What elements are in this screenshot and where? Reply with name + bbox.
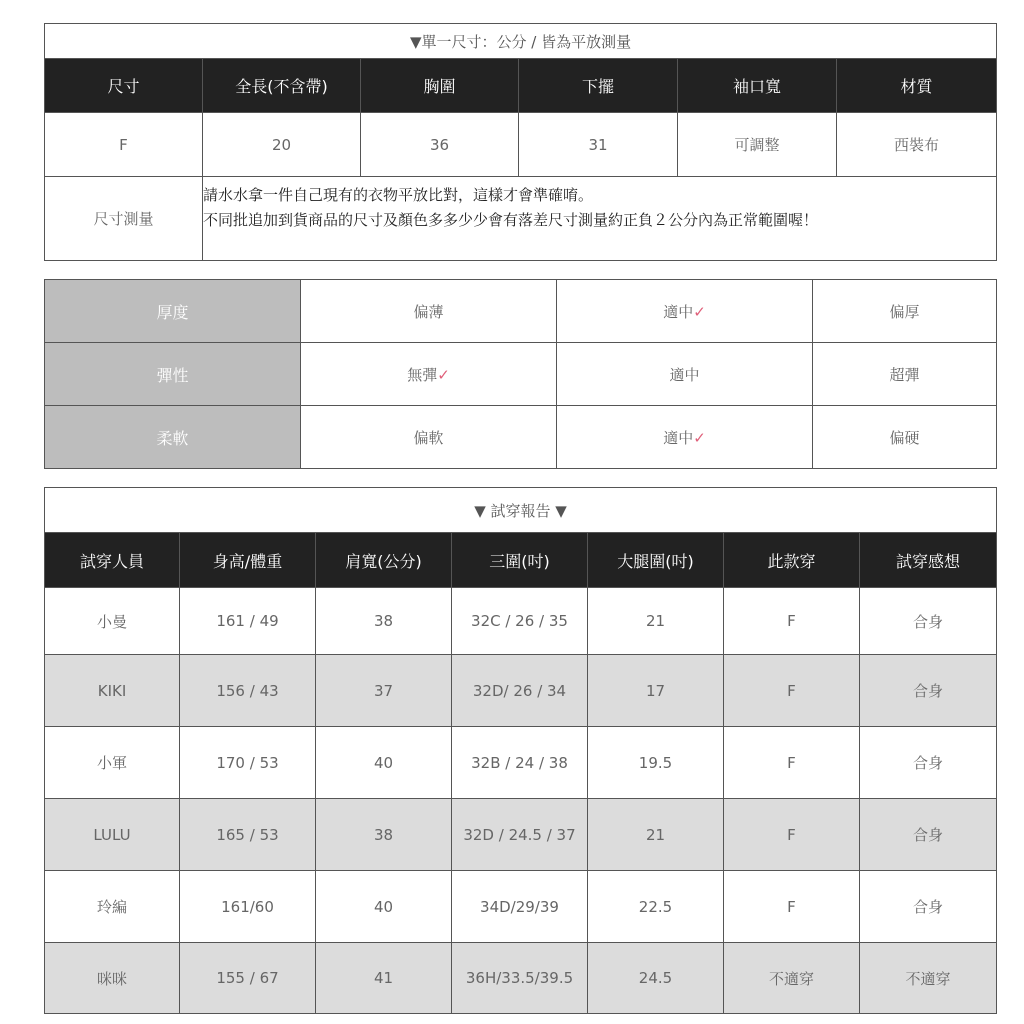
bust-value: 36 [361, 113, 519, 177]
cell: F [724, 799, 860, 871]
cell: 32C / 26 / 35 [452, 588, 588, 655]
measurement-note [203, 177, 997, 261]
cell: 小曼 [45, 588, 180, 655]
feel-option: 偏軟 [301, 406, 557, 469]
cell: 24.5 [588, 943, 724, 1014]
cell: 37 [316, 655, 452, 727]
cell: 合身 [860, 799, 997, 871]
cell: 咪咪 [45, 943, 180, 1014]
table-row [45, 943, 997, 1014]
table-row [45, 799, 997, 871]
note-line-2: 不同批追加到貨商品的尺寸及顏色多多少少會有落差尺寸測量約正負２公分內為正常範圍喔！ [203, 211, 819, 229]
feel-option-checked: 適中✓ [557, 406, 813, 469]
feel-option: 適中 [557, 343, 813, 406]
feel-label: 彈性 [45, 343, 301, 406]
cell: 21 [588, 799, 724, 871]
cell: 41 [316, 943, 452, 1014]
feel-label: 厚度 [45, 280, 301, 343]
cell: 170 / 53 [180, 727, 316, 799]
size-table-caption: ▼單一尺寸：公分 / 皆為平放測量 [45, 24, 997, 59]
table-row [45, 655, 997, 727]
header-measurements: 三圍(吋) [452, 533, 588, 588]
table-row [45, 588, 997, 655]
cell: 21 [588, 588, 724, 655]
cell: 161 / 49 [180, 588, 316, 655]
checkmark-icon: ✓ [693, 302, 706, 321]
size-value: F [45, 113, 203, 177]
cell: 165 / 53 [180, 799, 316, 871]
feel-option-checked: 適中✓ [557, 280, 813, 343]
cell: 合身 [860, 588, 997, 655]
feel-row-elasticity [45, 343, 997, 406]
fit-report-table [44, 487, 997, 1014]
cell: F [724, 871, 860, 943]
note-line-1: 請水水拿一件自己現有的衣物平放比對，這樣才會準確唷。 [203, 186, 594, 204]
feel-row-thickness [45, 280, 997, 343]
length-value: 20 [203, 113, 361, 177]
checkmark-icon: ✓ [437, 365, 450, 384]
feel-option: 偏厚 [813, 280, 997, 343]
header-size: 尺寸 [45, 59, 203, 113]
cell: 156 / 43 [180, 655, 316, 727]
table-row [45, 727, 997, 799]
cell: 38 [316, 588, 452, 655]
cell: 玲編 [45, 871, 180, 943]
cell: F [724, 588, 860, 655]
feel-option-checked: 無彈✓ [301, 343, 557, 406]
header-size-worn: 此款穿 [724, 533, 860, 588]
cell: 32B / 24 / 38 [452, 727, 588, 799]
header-material: 材質 [837, 59, 997, 113]
cell: 小軍 [45, 727, 180, 799]
cell: 合身 [860, 871, 997, 943]
cell: LULU [45, 799, 180, 871]
cell: 40 [316, 871, 452, 943]
header-bust: 胸圍 [361, 59, 519, 113]
header-tester: 試穿人員 [45, 533, 180, 588]
header-height-weight: 身高/體重 [180, 533, 316, 588]
cell: 155 / 67 [180, 943, 316, 1014]
header-hem: 下擺 [519, 59, 678, 113]
note-label: 尺寸測量 [45, 177, 203, 261]
cell: 32D / 24.5 / 37 [452, 799, 588, 871]
cell: 合身 [860, 655, 997, 727]
fabric-feel-table [44, 279, 997, 469]
cell: 22.5 [588, 871, 724, 943]
material-value: 西裝布 [837, 113, 997, 177]
cell: KIKI [45, 655, 180, 727]
cell: 161/60 [180, 871, 316, 943]
cell: F [724, 655, 860, 727]
cell: 32D/ 26 / 34 [452, 655, 588, 727]
cell: 34D/29/39 [452, 871, 588, 943]
cell: 40 [316, 727, 452, 799]
table-row [45, 871, 997, 943]
cell: 38 [316, 799, 452, 871]
feel-row-softness [45, 406, 997, 469]
fit-report-caption: ▼ 試穿報告 ▼ [45, 488, 997, 533]
cell: 不適穿 [860, 943, 997, 1014]
header-cuff: 袖口寬 [678, 59, 837, 113]
cell: 17 [588, 655, 724, 727]
cell: 36H/33.5/39.5 [452, 943, 588, 1014]
cell: 不適穿 [724, 943, 860, 1014]
size-table [44, 23, 997, 261]
header-shoulder: 肩寬(公分) [316, 533, 452, 588]
header-feedback: 試穿感想 [860, 533, 997, 588]
cell: 合身 [860, 727, 997, 799]
cuff-value: 可調整 [678, 113, 837, 177]
header-length: 全長(不含帶) [203, 59, 361, 113]
feel-option: 偏硬 [813, 406, 997, 469]
feel-option: 偏薄 [301, 280, 557, 343]
checkmark-icon: ✓ [693, 428, 706, 447]
hem-value: 31 [519, 113, 678, 177]
cell: 19.5 [588, 727, 724, 799]
cell: F [724, 727, 860, 799]
header-thigh: 大腿圍(吋) [588, 533, 724, 588]
feel-label: 柔軟 [45, 406, 301, 469]
feel-option: 超彈 [813, 343, 997, 406]
